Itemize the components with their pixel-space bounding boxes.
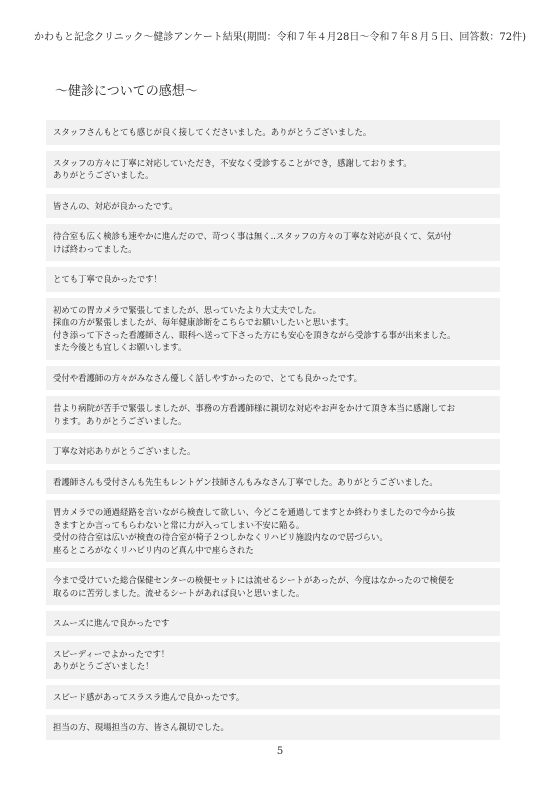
comment-card bbox=[46, 120, 500, 145]
comment-card bbox=[46, 470, 500, 495]
comment-card bbox=[46, 642, 500, 679]
comment-line: 座るところがなくリハビリ内のど真ん中で座らされた bbox=[53, 544, 254, 555]
comment-list bbox=[46, 120, 500, 746]
comment-line: 採血の方が緊張しましたが、毎年健康診断をこちらでお願いしたいと思います。 bbox=[53, 317, 354, 327]
comment-line: きますとか言ってもらわないと常に力が入ってしまい不安に陥る。 bbox=[53, 519, 305, 530]
comment-card bbox=[46, 366, 500, 391]
comment-line: 胃カメラでの通過経路を言いながら検査して欲しい、今どこを通過してますとか終わりましたので今から抜 bbox=[53, 507, 455, 517]
comment-line: スムーズに進んで良かったです bbox=[53, 618, 170, 628]
comment-card bbox=[46, 298, 500, 360]
comment-line: 取るのに苦労しました。流せるシートがあれば良いと思いました。 bbox=[53, 587, 305, 598]
comment-card bbox=[46, 611, 500, 636]
comment-card bbox=[46, 568, 500, 605]
comment-line: とても丁寧で良かったです！ bbox=[53, 274, 162, 284]
comment-card bbox=[46, 151, 500, 188]
comment-line: 看護師さんも受付さんも先生もレントゲン技師さんもみなさん丁寧でした。ありがとうございました。 bbox=[53, 476, 438, 487]
comment-card bbox=[46, 715, 500, 740]
comment-line: 今まで受けていた総合保健センターの検便セットには流せるシートがあったが、今度はなかったので検便を bbox=[53, 575, 455, 585]
comment-card bbox=[46, 194, 500, 219]
comment-line: スピード感があってスラスラ進んで良かったです。 bbox=[53, 691, 245, 702]
page-number: 5 bbox=[276, 746, 284, 757]
comment-card bbox=[46, 267, 500, 292]
comment-line: スタッフさんもとても感じが良く接してくださいました。ありがとうございました。 bbox=[53, 127, 372, 137]
comment-line: 受付の待合室は広いが検査の待合室が椅子２つしかなくリハビリ施設内なので居づらい。 bbox=[53, 532, 388, 542]
comment-card bbox=[46, 685, 500, 710]
comment-card bbox=[46, 439, 500, 464]
comment-line: 待合室も広く検診も速やかに進んだので、苛つく事は無く..スタッフの方々の丁寧な対応が良くて、気が付 bbox=[53, 231, 452, 241]
comment-line: 丁寧な対応ありがとうございました。 bbox=[53, 446, 196, 456]
document-header: かわもと記念クリニック〜健診アンケート結果(期間：令和７年４月28日〜令和７年８月５日、回答数：72件) bbox=[33, 32, 527, 43]
comment-card bbox=[46, 396, 500, 433]
comment-line: スタッフの方々に丁寧に対応していただき，不安なく受診することができ，感謝しております。 bbox=[53, 157, 412, 168]
comment-line: けば終わってました。 bbox=[53, 243, 137, 254]
comment-line: 昔より病院が苦手で緊張しましたが、事務の方看護師様に親切な対応やお声をかけて頂き本当に感謝してお bbox=[53, 403, 455, 413]
comment-card bbox=[46, 500, 500, 562]
comment-line: ありがとうございました！ bbox=[53, 661, 154, 671]
section-title: 〜健診についての感想〜 bbox=[55, 84, 198, 99]
comment-line: 付き添って下さった看護師さん、眼科へ送って下さった方にも安心を頂きながら受診する事が出来ました。 bbox=[53, 329, 456, 340]
comment-line: 担当の方、現場担当の方、皆さん親切でした。 bbox=[53, 722, 229, 732]
comment-line: 皆さんの、対応が良かったです。 bbox=[53, 200, 178, 211]
comment-line: ありがとうございました。 bbox=[53, 170, 154, 180]
comment-line: 受付や看護師の方々がみなさん優しく話しやすかったので、とても良かったです。 bbox=[53, 372, 363, 383]
comment-card bbox=[46, 224, 500, 261]
comment-line: また今後とも宜しくお願いします。 bbox=[53, 342, 187, 352]
comment-line: ります。ありがとうございました。 bbox=[53, 415, 187, 426]
comment-line: スピーディーでよかったです！ bbox=[53, 648, 170, 659]
comment-line: 初めての胃カメラで緊張してましたが、思っていたより大丈夫でした。 bbox=[53, 304, 321, 315]
